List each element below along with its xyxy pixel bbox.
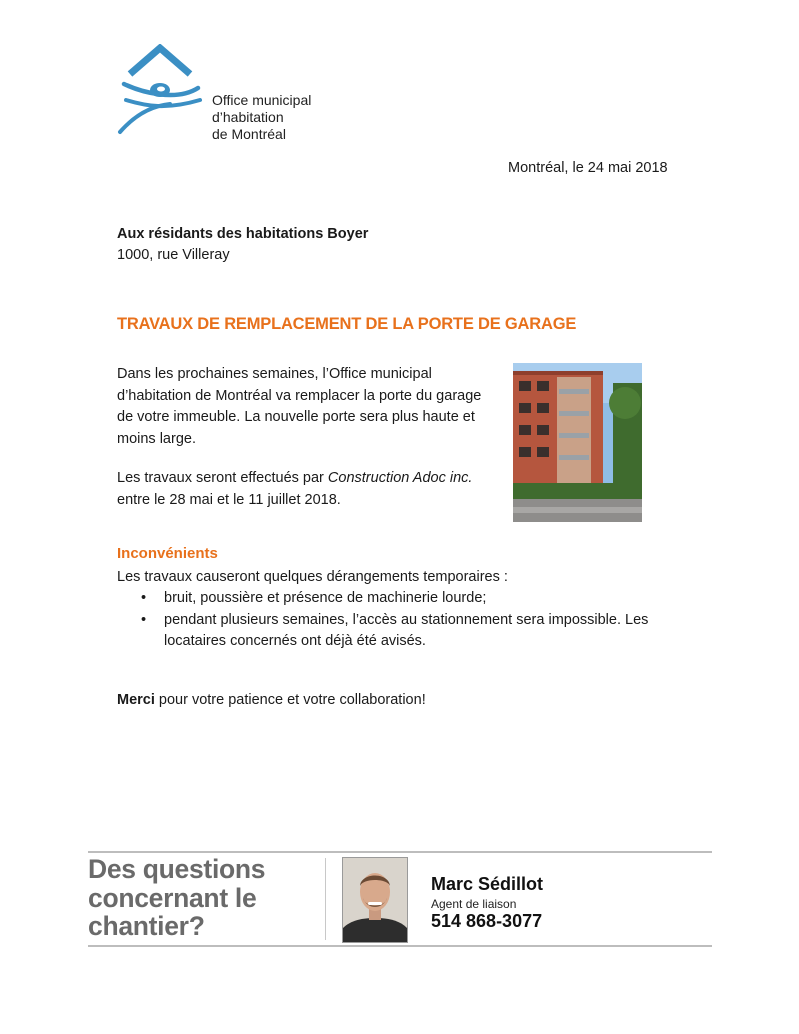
contractor-text-after: entre le 28 mai et le 11 juillet 2018. <box>117 491 341 508</box>
omhm-logo <box>116 44 206 136</box>
contractor-paragraph <box>117 468 487 511</box>
contact-role: Agent de liaison <box>431 897 517 911</box>
question-line-3: chantier? <box>88 911 205 941</box>
recipient-address: 1000, rue Villeray <box>117 247 230 263</box>
closing-text: pour votre patience et votre collaboration! <box>154 692 426 708</box>
inconvenients-list <box>117 588 697 653</box>
contractor-text-before: Les travaux seront effectués par <box>117 470 328 486</box>
letter-date: Montréal, le 24 mai 2018 <box>508 160 668 176</box>
list-item <box>117 588 697 610</box>
list-item-text: bruit, poussière et présence de machinerie lourde; <box>164 590 487 606</box>
bullet-icon: • <box>141 611 147 628</box>
inconvenients-heading: Inconvénients <box>117 545 218 562</box>
contact-portrait <box>342 857 408 943</box>
footer-divider-bottom <box>88 945 712 947</box>
recipient-block <box>117 224 368 266</box>
org-name <box>212 92 311 143</box>
list-item <box>117 610 697 653</box>
question-line-2: concernant le <box>88 882 257 913</box>
list-item-text: pendant plusieurs semaines, l’accès au stationnement sera impossible. Les locataires concernés ont déjà été avisés. <box>164 611 649 649</box>
inconvenients-intro: Les travaux causeront quelques dérangements temporaires : <box>117 569 508 585</box>
recipient-name: Aux résidants des habitations Boyer <box>117 226 369 242</box>
org-line-3: de Montréal <box>212 126 286 142</box>
closing-line <box>117 692 426 708</box>
question-line-1: Des questions <box>88 854 266 884</box>
building-photo <box>513 363 642 522</box>
org-line-2: d’habitation <box>212 109 284 125</box>
intro-paragraph: Dans les prochaines semaines, l’Office municipal d’habitation de Montréal va remplacer la porte du garage de votre immeuble. La nouvelle porte sera plus haute et moins large. <box>117 366 482 447</box>
contact-phone: 514 868-3077 <box>431 911 543 931</box>
footer-question <box>88 855 265 941</box>
bullet-icon: • <box>141 590 147 606</box>
footer-divider-top <box>88 851 712 853</box>
contractor-name: Construction Adoc inc. <box>327 470 473 486</box>
contact-name: Marc Sédillot <box>431 874 544 894</box>
closing-bold: Merci <box>117 692 155 708</box>
letter-title: TRAVAUX DE REMPLACEMENT DE LA PORTE DE GARAGE <box>117 315 577 333</box>
footer-vertical-divider <box>325 858 326 940</box>
org-line-1: Office municipal <box>212 92 312 108</box>
